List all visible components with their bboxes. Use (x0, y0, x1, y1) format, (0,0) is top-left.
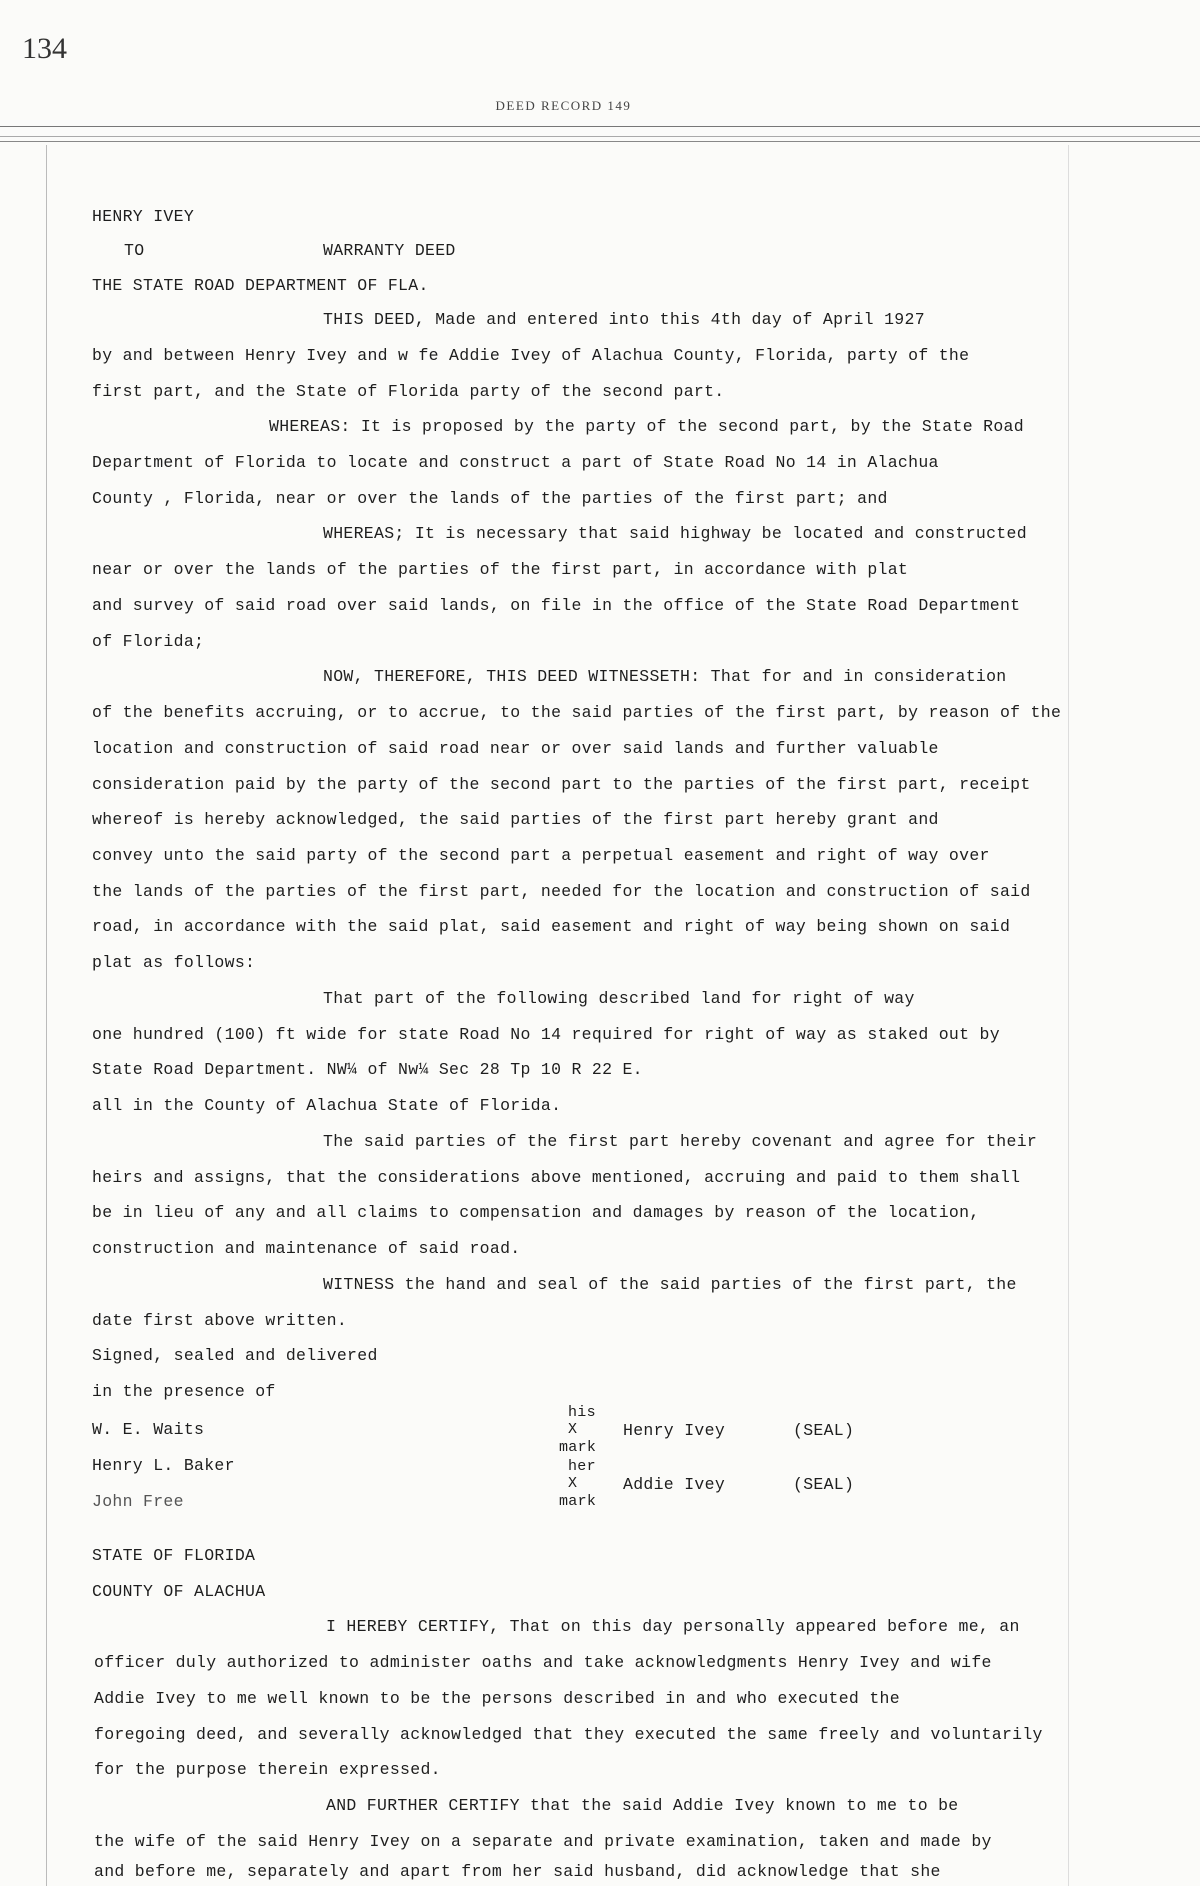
certificate-line: Addie Ivey to me well known to be the persons described in and who executed the (94, 1689, 900, 1708)
certificate-line: for the purpose therein expressed. (94, 1760, 441, 1779)
venue-county: COUNTY OF ALACHUA (92, 1582, 266, 1601)
header-rule (0, 126, 1200, 127)
certificate-line: I HEREBY CERTIFY, That on this day personally appeared before me, an (326, 1617, 1020, 1636)
certificate-line: officer duly authorized to administer oaths and take acknowledgments Henry Ivey and wife (94, 1653, 992, 1672)
body-line: construction and maintenance of said road. (92, 1239, 521, 1258)
body-line: near or over the lands of the parties of the first part, in accordance with plat (92, 560, 909, 579)
certificate-line: and before me, separately and apart from her said husband, did acknowledge that she (94, 1862, 941, 1881)
body-line: be in lieu of any and all claims to compensation and damages by reason of the location, (92, 1203, 980, 1222)
grantor-name: HENRY IVEY (92, 207, 195, 226)
venue-state: STATE OF FLORIDA (92, 1546, 256, 1565)
body-line: of the benefits accruing, or to accrue, to the said parties of the first part, by reason of the (92, 703, 1062, 722)
body-line: of Florida; (92, 632, 205, 651)
body-line: first part, and the State of Florida party of the second part. (92, 382, 725, 401)
body-line: Department of Florida to locate and construct a part of State Road No 14 in Alachua (92, 453, 939, 472)
body-line: THIS DEED, Made and entered into this 4th day of April 1927 (323, 310, 925, 329)
mark-label: his (568, 1404, 596, 1421)
body-line: road, in accordance with the said plat, said easement and right of way being shown on said (92, 917, 1011, 936)
body-line: County , Florida, near or over the lands of the parties of the first part; and (92, 489, 888, 508)
witness-name: John Free (92, 1492, 184, 1511)
header-rule (0, 136, 1200, 137)
margin-line-left (46, 145, 47, 1886)
witness-name: Henry L. Baker (92, 1456, 235, 1475)
body-line: Signed, sealed and delivered (92, 1346, 378, 1365)
caption-to: TO (124, 241, 145, 260)
certificate-line: the wife of the said Henry Ivey on a separate and private examination, taken and made by (94, 1832, 992, 1851)
certificate-line: foregoing deed, and severally acknowledged that they executed the same freely and voluntarily (94, 1725, 1043, 1744)
body-line: whereof is hereby acknowledged, the said parties of the first part hereby grant and (92, 810, 939, 829)
seal-label: (SEAL) (793, 1475, 855, 1494)
signer-name: Addie Ivey (623, 1475, 726, 1494)
body-line: consideration paid by the party of the second part to the parties of the first part, receipt (92, 775, 1031, 794)
header-rule (0, 141, 1200, 142)
body-line: date first above written. (92, 1311, 348, 1330)
mark-label: her (568, 1458, 596, 1475)
body-line: and survey of said road over said lands, on file in the office of the State Road Department (92, 596, 1021, 615)
body-line: convey unto the said party of the second part a perpetual easement and right of way over (92, 846, 990, 865)
certificate-line: AND FURTHER CERTIFY that the said Addie Ivey known to me to be (326, 1796, 959, 1815)
instrument-title: WARRANTY DEED (323, 241, 456, 260)
grantee-name: THE STATE ROAD DEPARTMENT OF FLA. (92, 276, 429, 295)
body-line: WHEREAS: It is proposed by the party of the second part, by the State Road (269, 417, 1024, 436)
signature-mark: X (568, 1421, 578, 1438)
body-line: the lands of the parties of the first part, needed for the location and construction of said (92, 882, 1031, 901)
seal-label: (SEAL) (793, 1421, 855, 1440)
body-line: location and construction of said road near or over said lands and further valuable (92, 739, 939, 758)
body-line: all in the County of Alachua State of Florida. (92, 1096, 562, 1115)
mark-label: mark (559, 1439, 597, 1456)
body-line: heirs and assigns, that the considerations above mentioned, accruing and paid to them shall (92, 1168, 1021, 1187)
body-line: one hundred (100) ft wide for state Road No 14 required for right of way as staked out by (92, 1025, 1000, 1044)
body-line: plat as follows: (92, 953, 256, 972)
body-line: by and between Henry Ivey and w fe Addie Ivey of Alachua County, Florida, party of the (92, 346, 970, 365)
running-header: DEED RECORD 149 (495, 98, 632, 113)
body-line: WITNESS the hand and seal of the said parties of the first part, the (323, 1275, 1017, 1294)
page-number: 134 (22, 32, 67, 65)
witness-name: W. E. Waits (92, 1420, 205, 1439)
mark-label: mark (559, 1493, 597, 1510)
body-line: The said parties of the first part hereby covenant and agree for their (323, 1132, 1038, 1151)
body-line: in the presence of (92, 1382, 276, 1401)
signer-name: Henry Ivey (623, 1421, 726, 1440)
body-line: NOW, THEREFORE, THIS DEED WITNESSETH: That for and in consideration (323, 667, 1007, 686)
margin-line-right (1068, 145, 1069, 1886)
body-line: WHEREAS; It is necessary that said highway be located and constructed (323, 524, 1027, 543)
body-line: State Road Department. NW¼ of Nw¼ Sec 28 Tp 10 R 22 E. (92, 1060, 643, 1079)
body-line: That part of the following described land for right of way (323, 989, 915, 1008)
signature-mark: X (568, 1475, 578, 1492)
